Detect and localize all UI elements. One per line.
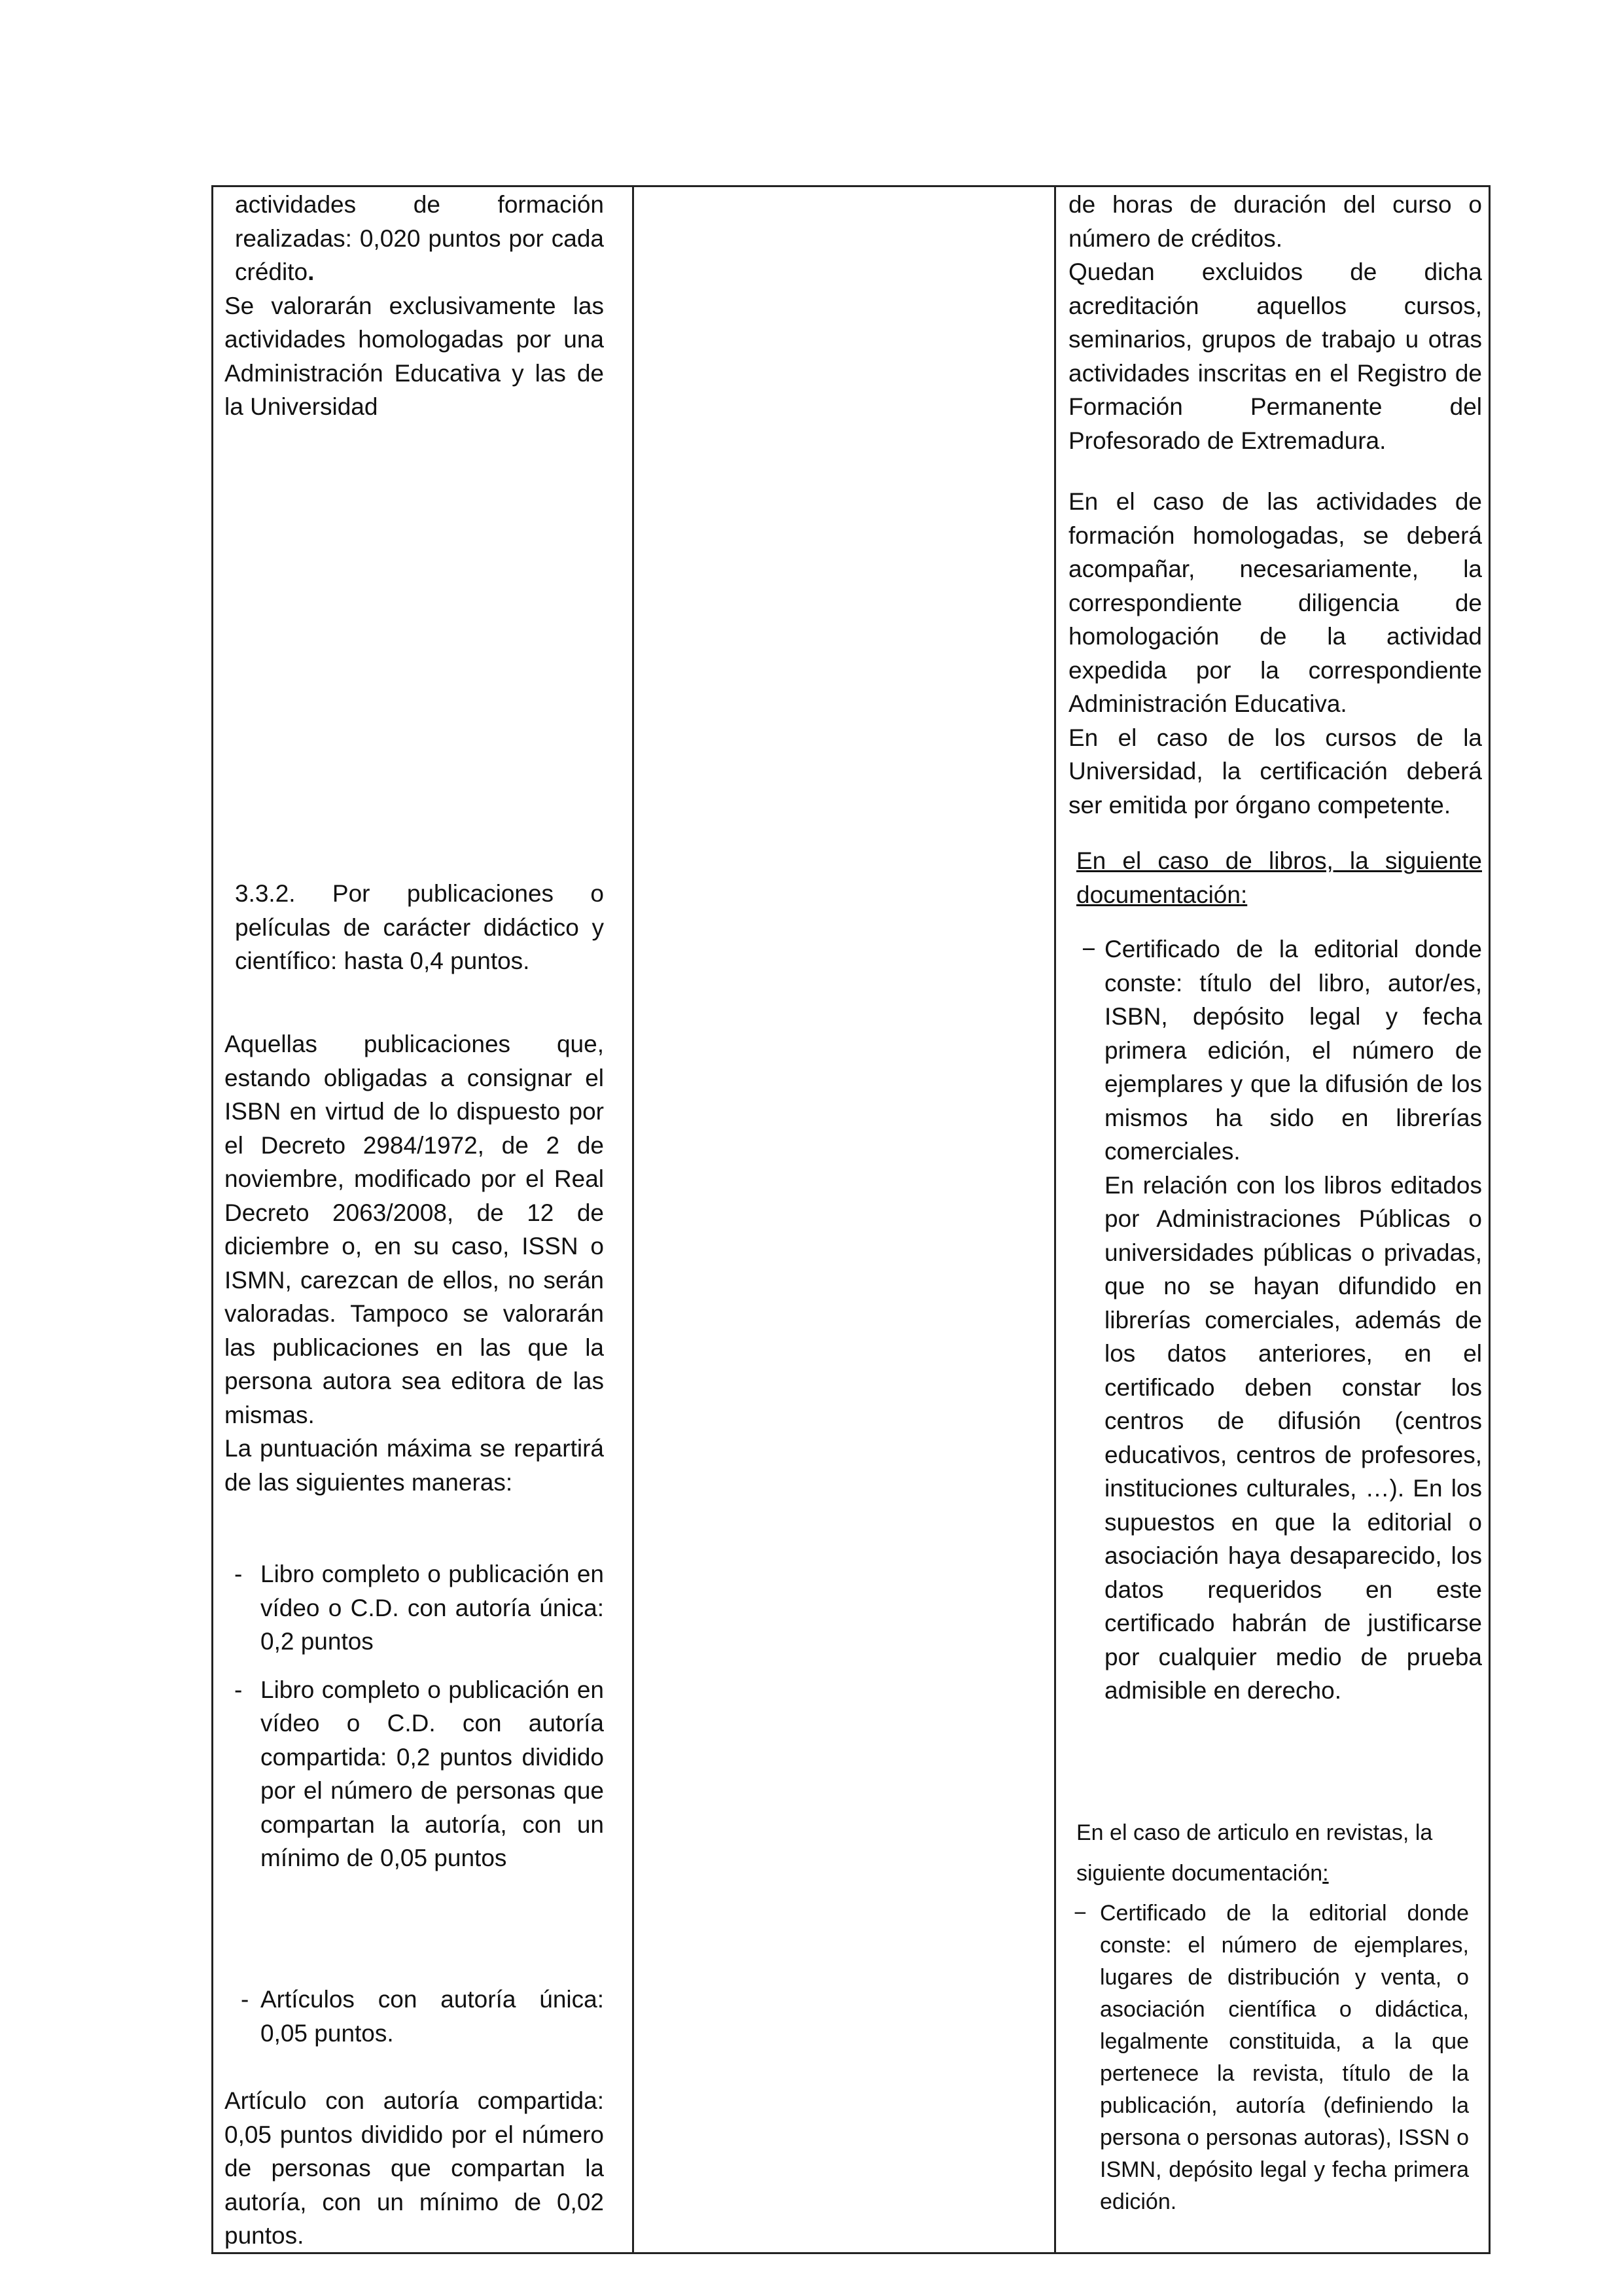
right-cell-books (1076, 844, 1482, 1708)
left-cell-isbn (224, 1027, 604, 1499)
right-cell-training-docs (1068, 188, 1482, 822)
articles-doc-list (1068, 1898, 1469, 2218)
isbn-paragraph: Aquellas publicaciones que, estando obligadas a consignar el ISBN en virtud de lo dispuesto por el Decreto 2984/1972, de 2 de noviembre, modificado por el Real Decreto 2063/2008, de 12 de diciembre o, en su caso, ISSN o ISMN, carezcan de ellos, no serán valoradas. Tampoco se valorarán las publicaciones en las que la persona autora sea editora de las mismas. (224, 1031, 604, 1428)
left-cell-articles (224, 1983, 604, 2253)
books-heading: En el caso de libros, la siguiente documentación: (1076, 847, 1482, 908)
article-bullet-list (224, 1983, 604, 2050)
section-3-3-2-heading: 3.3.2. Por publicaciones o películas de carácter didáctico y científico: hasta 0,4 puntos. (235, 880, 604, 974)
articles-heading: En el caso de articulo en revistas, la siguiente documentación: (1076, 1820, 1433, 1886)
list-item: − Certificado de la editorial donde conste: título del libro, autor/es, ISBN, depósito legal y fecha primera edición, el número de ejemplares y que la difusión de los mismos ha sido en librerías comerciales. En relación con los libros editados por Administraciones Públicas o universidades públicas o privadas, que no se hayan difundido en librerías comerciales, además de los datos anteriores, en el certificado deben constar los centros de difusión (centros educativos, centros de profesores, instituciones culturales, …). En los supuestos en que la editorial o asociación haya desaparecido, los datos requeridos en este certificado habrán de justificarse por cualquier medio de prueba admisible en derecho. (1082, 936, 1482, 1704)
left-cell-training (224, 188, 604, 424)
right-cell-articles (1076, 1812, 1469, 2218)
left-cell-bullets (224, 1557, 604, 1875)
score-bullet-list (224, 1557, 604, 1875)
left-cell-publications (224, 877, 604, 978)
excluded-text: Quedan excluidos de dicha acreditación aquellos cursos, seminarios, grupos de trabajo u otras actividades inscritas en el Registro de Formación Permanente del Profesorado de Extremadura. (1068, 258, 1482, 454)
column-divider-2 (1054, 185, 1056, 2254)
books-doc-list (1068, 932, 1482, 1708)
column-divider-1 (632, 185, 634, 2254)
list-item: - Libro completo o publicación en vídeo o C.D. con autoría compartida: 0,2 puntos dividido por el número de personas que compartan la autoría, con un mínimo de 0,05 puntos (234, 1676, 604, 1871)
list-item: - Libro completo o publicación en vídeo o C.D. con autoría única: 0,2 puntos (234, 1561, 604, 1655)
university-docs-text: En el caso de los cursos de la Universidad, la certificación deberá ser emitida por órgano competente. (1068, 724, 1482, 819)
hours-text: de horas de duración del curso o número de créditos. (1068, 191, 1482, 252)
max-score-intro: La puntuación máxima se repartirá de las siguientes maneras: (224, 1435, 604, 1496)
list-item: − Certificado de la editorial donde conste: el número de ejemplares, lugares de distribución y venta, o asociación científica o didáctica, legalmente constituida, a la que pertenece la revista, título de la publicación, autoría (definiendo la persona o personas autoras), ISSN o ISMN, depósito legal y fecha primera edición. (1074, 1901, 1469, 2214)
list-item: - Artículos con autoría única: 0,05 puntos. (241, 1986, 604, 2047)
homologated-docs-text: En el caso de las actividades de formación homologadas, se deberá acompañar, necesariamente, la correspondiente diligencia de homologación de la actividad expedida por la correspondiente Administración Educativa. (1068, 488, 1482, 717)
article-shared-text: Artículo con autoría compartida: 0,05 puntos dividido por el número de personas que compartan la autoría, con un mínimo de 0,02 puntos. (224, 2087, 604, 2249)
homologated-note: Se valorarán exclusivamente las actividades homologadas por una Administración Educativa y las de la Universidad (224, 292, 604, 420)
training-score-text: actividades de formación realizadas: 0,020 puntos por cada crédito. (235, 191, 604, 285)
